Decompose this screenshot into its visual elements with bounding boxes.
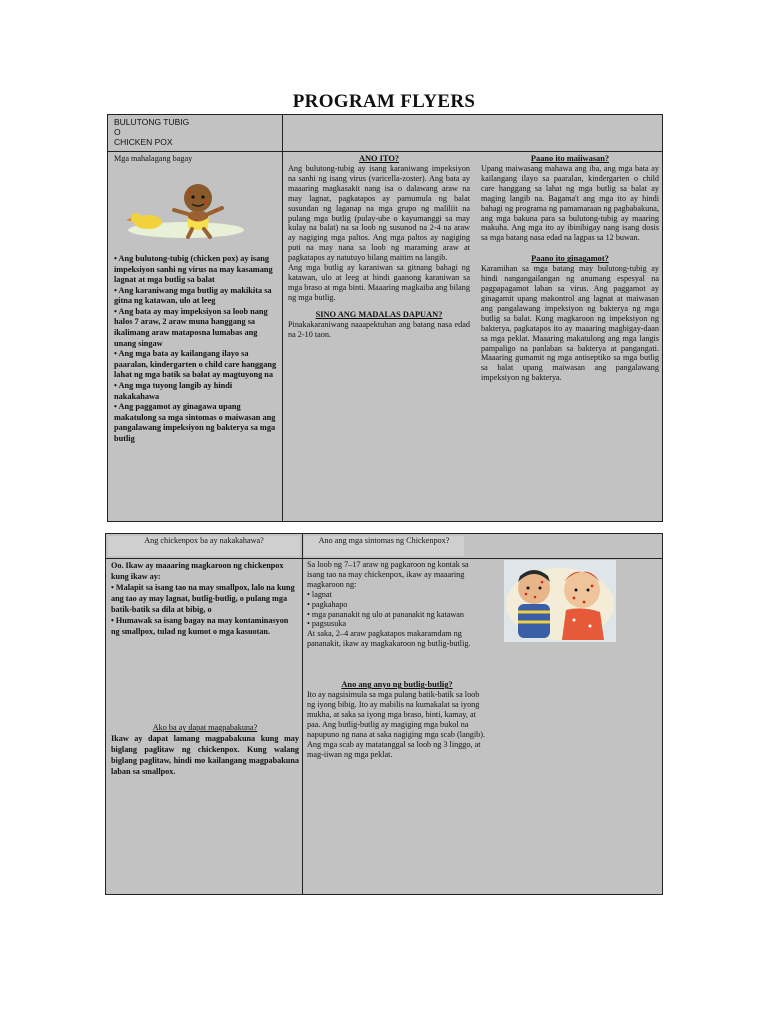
what-is-it-text: Ang bulutong-tubig ay isang karaniwang impeksiyon na sanhi ng isang virus (varicella-zoster). Ang bata ay maaaring magkasakit nang isa o dalawang araw na may lagnat, pagkatapos ay pamumula ng balat susundan ng laganap na mga grupo ng maliliit na pulang mga butlig (pulay-ube o kayumanggi sa may kulay na balat) na sa loob ng susunod na 2-4 na araw ay nagiging mga paltos. Ang mga paltos ay nagiging puti na may nana sa loob ng maraming araw at pagkatapos ay natutuyo bilang maitim na langib.	[288, 164, 470, 263]
symptoms-column	[307, 560, 487, 892]
rash-appearance-heading: Ano ang anyo ng butlig-butlig?	[341, 680, 453, 690]
who-gets-it-heading: SINO ANG MADALAS DAPUAN?	[315, 309, 443, 319]
fact-item: • Ang paggamot ay ginagawa upang makatulong sa mga sintomas o maiwasan ang pangalawang impeksiyon ng bakterya sa mga butlig	[114, 402, 276, 443]
key-facts-column	[114, 154, 278, 520]
fact-item: • Ang mga bata ay kailangang ilayo sa paaralan, kindergarten o child care hanggang lahat ng mga batik sa balat ay magtuyong na	[114, 349, 277, 380]
info-table	[107, 114, 663, 522]
vaccination-heading: Ako ba ay dapat magpabakuna?	[152, 723, 258, 732]
rash-location-text: Ang mga butlig ay karaniwan sa gitnang bahagi ng katawan, ulo at leeg at hindi gaanong karaniwan sa mga braso at mga binti. Maaaring magkaiba ang bilang ng mga butlig.	[288, 263, 470, 302]
symptom-item: • lagnat	[307, 589, 332, 599]
who-gets-it-text: Pinakakaraniwang naaapektuhan ang batang nasa edad na 2-10 taon.	[288, 319, 470, 339]
what-is-it-heading: ANO ITO?	[358, 154, 400, 163]
faq-table	[105, 533, 663, 895]
fact-item: • Ang bata ay may impeksiyon sa loob nang halos 7 araw, 2 araw muna hanggang sa ikalimang araw mataposna lumabas ang unang singaw	[114, 306, 268, 348]
header-line-1: BULUTONG TUBIG	[114, 117, 190, 127]
contagious-reason: • Humawak sa isang bagay na may kontaminasyon ng smallpox, tulad ng kumot o mga kasuotan.	[111, 616, 289, 636]
contagious-header: Ang chickenpox ba ay nakakahawa?	[108, 536, 300, 556]
symptoms-header: Ano ang mga sintomas ng Chickenpox?	[304, 536, 464, 556]
prevention-column	[481, 153, 659, 519]
symptom-item: • mga pananakit ng ulo at pananakit ng katawan	[307, 609, 465, 619]
symptoms-intro: Sa loob ng 7–17 araw ng pagkaroon ng kontak sa isang tao na may chickenpox, ikaw ay maaaring magkaroon ng:	[307, 560, 469, 589]
prevention-text: Upang maiwasang mahawa ang iba, ang mga bata ay kailangang ilayo sa paaralan, kindergarten o child care hanggang sa lahat ng mga butlig sa balat ay maging langib na. Bagama't ang mga ito ay hindi bahagi ng programa ng pamamaraan ng pagbabakuna, ang mga bakuna para sa bulutong-tubig ay maaring makuha. Ang mga ito ay ibinibigay nang isang dosis sa mga batang nasa edad na lagpas sa 12 buwan.	[481, 164, 659, 243]
fact-item: • Ang mga tuyong langib ay hindi nakakahawa	[114, 381, 233, 401]
prevention-heading: Paano ito maiiwasan?	[530, 154, 610, 163]
table-header-title	[114, 117, 282, 151]
fact-item: • Ang karaniwang mga butlig ay makikita sa gitna ng katawan, ulo at leeg	[114, 285, 272, 306]
contagious-reason: • Malapit sa isang tao na may smallpox, lalo na kung ang tao ay may lagnat, butlig-butlig, o pulang mga batik-batik sa dila at bibig, o	[111, 583, 295, 614]
symptom-item: • pagsusuka	[307, 619, 347, 629]
vaccination-text: Ikaw ay dapat lamang magpabakuna kung may biglang paglitaw ng chickenpox. Kung walang biglang paglitaw, hindi mo kailangang magpabakuna laban sa smallpox.	[111, 734, 299, 776]
symptom-item: • pagkahapo	[307, 599, 348, 609]
rash-appearance-text: Ito ay nagsisimula sa mga pulang batik-batik sa loob ng iyong bibig. Ito ay mabilis na kumakalat sa iyong mukha, at saka sa iyong mga braso, binti, kamay, at paa. Ang butlig-butlig ay magiging mga bukol na napupuno ng nana at saka nagiging mga scab (langib). Ang mga scab ay matatanggal sa loob ng 3 linggo, at mag-iiwan ng mga peklat.	[307, 690, 486, 759]
fact-item: • Ang bulutong-tubig (chicken pox) ay isang impeksiyon sanhi ng virus na may kasamang lagnat at mga butlig sa balat	[114, 253, 273, 285]
header-line-2: O	[114, 127, 121, 137]
contagious-column	[111, 560, 299, 892]
baby-chickenpox-image	[126, 180, 250, 240]
symptoms-after: At saka, 2–4 araw pagkatapos makaramdam ng pananakit, ikaw ay magkakaroon ng butlig-butlig.	[307, 629, 471, 649]
header-line-3: CHICKEN POX	[114, 137, 173, 147]
treatment-heading: Paano ito ginagamot?	[531, 254, 609, 264]
treatment-text: Karamihan sa mga batang may bulutong-tubig ay hindi nangangailangan ng anumang espesyal na pagpapagamot laban sa virus. Ang paggamot ay ginagamit upang makontrol ang lagnat at maiwasan ang pangalawang impeksiyon ng bakterya ng mga butlig sa balat. Kung magkaroon ng impeksiyon ng bakterya, pagkatapos ito ay maaaring magbigay-daan sa mga peklat. Maaaring makatulong ang mga langis pampaligo na panlaban sa bakterya at pangangati. Maaaring gumamit ng mga antiseptiko sa mga butlig sa balat upang maiwasan ang pangalawang impeksiyon ng bakterya.	[481, 264, 659, 383]
page-title: PROGRAM FLYERS	[292, 91, 476, 112]
what-is-it-column	[288, 153, 470, 519]
contagious-answer: Oo. Ikaw ay maaaring magkaroon ng chickenpox kung ikaw ay:	[111, 561, 284, 581]
key-facts-heading: Mga mahalagang bagay	[114, 154, 193, 163]
children-chickenpox-image	[504, 560, 616, 642]
